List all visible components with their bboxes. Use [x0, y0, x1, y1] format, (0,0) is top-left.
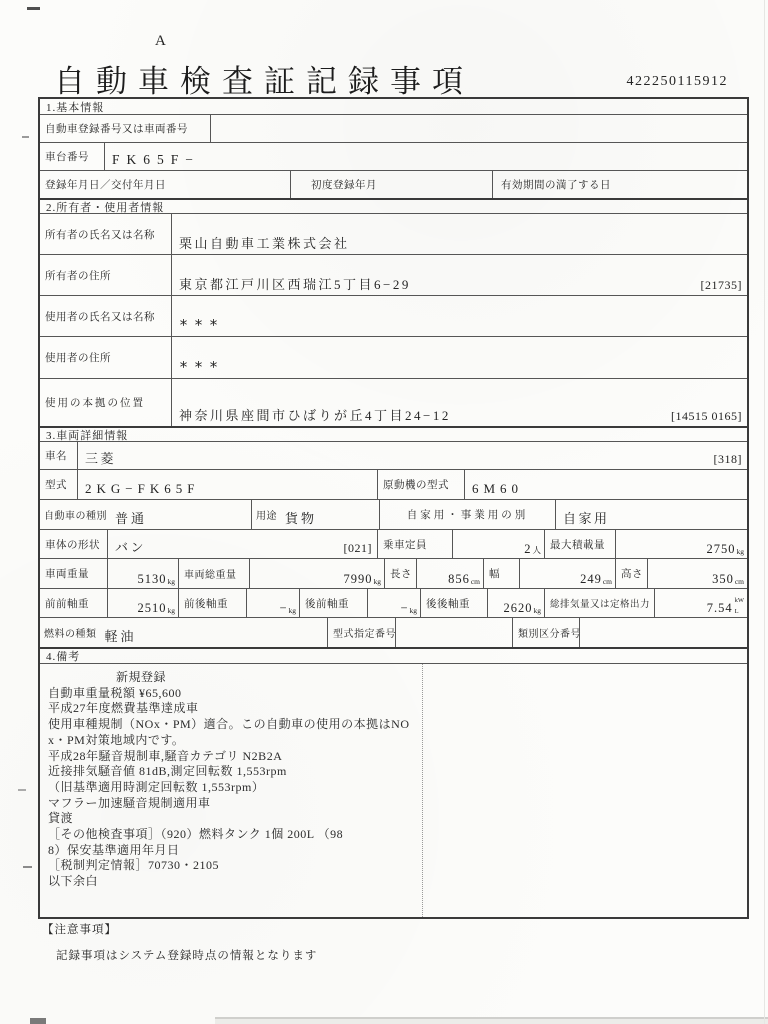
- owner-address-value: 東京都江戸川区西瑞江5丁目6−29 [21735]: [171, 255, 747, 295]
- body-shape-label: 車体の形状: [45, 539, 100, 551]
- scan-artifact-dash: [27, 7, 40, 10]
- width-label: 幅: [483, 559, 519, 588]
- vehicle-kind-label: 自動車の種別: [44, 511, 107, 522]
- row-registration-dates: [40, 170, 747, 198]
- axle-fr-label: 前後軸重: [178, 589, 246, 617]
- section-1-header: [40, 99, 747, 114]
- user-name-label: 使用者の氏名又は名称: [45, 311, 155, 323]
- section-4-title: 4.備考: [46, 651, 81, 663]
- height-value: 350 cm: [647, 559, 747, 588]
- caution-body: 記録事項はシステム登録時点の情報となります: [56, 950, 318, 962]
- width-value: 249 cm: [519, 559, 615, 588]
- use-cell: [251, 500, 379, 529]
- row-base-location: [40, 378, 747, 426]
- height-label: 高さ: [615, 559, 647, 588]
- axle-ff-value: 2510 kg: [107, 589, 178, 617]
- max-load-value: 2750 kg: [615, 530, 747, 558]
- type-approval-label: 型式指定番号: [327, 618, 395, 647]
- displacement-value: 7.54 kW L: [654, 589, 747, 617]
- length-value: 856 cm: [416, 559, 483, 588]
- caution-heading: 【注意事項】: [42, 924, 117, 936]
- displacement-units: kW L: [734, 597, 744, 615]
- row-owner-address: [40, 254, 747, 295]
- axle-rr-label: 後後軸重: [420, 589, 487, 617]
- fuel-cell: [40, 618, 327, 647]
- car-name-label: 車名: [45, 451, 67, 462]
- section-2-title: 2.所有者・使用者情報: [46, 201, 165, 214]
- scan-artifact-dash: [23, 866, 32, 868]
- section-2-header: [40, 198, 747, 213]
- axle-rf-label: 後前軸重: [299, 589, 367, 617]
- row-weights-dimensions: [40, 558, 747, 588]
- row-kind-use: [40, 499, 747, 529]
- gross-weight-value: 7990 kg: [249, 559, 384, 588]
- axle-rf-value: − kg: [367, 589, 420, 617]
- owner-address-label: 所有者の住所: [45, 270, 111, 282]
- model-value: 2KG−FK65F: [77, 470, 377, 499]
- scan-artifact-edge-line: [764, 0, 765, 1024]
- remark-line: 貸渡: [48, 811, 74, 826]
- remark-line: マフラー加速騒音規制適用車: [48, 795, 211, 810]
- owner-name-value: 栗山自動車工業株式会社: [171, 214, 747, 254]
- remark-line: 平成28年騒音規制車,騒音カテゴリ N2B2A: [48, 748, 283, 763]
- row-fuel: [40, 617, 747, 647]
- length-label: 長さ: [384, 559, 416, 588]
- weight-value: 5130 kg: [107, 559, 178, 588]
- first-registration-cell: [290, 171, 492, 198]
- user-address-label: 使用者の住所: [45, 353, 111, 364]
- type-approval-value: [395, 618, 512, 647]
- axle-ff-label: 前前軸重: [45, 598, 89, 610]
- vehicle-kind-cell: [40, 500, 251, 529]
- scan-artifact-mark: [30, 1018, 46, 1024]
- remark-line: 平成27年度燃費基準達成車: [48, 701, 199, 716]
- model-label: 型式: [45, 480, 67, 491]
- remarks-box: [40, 663, 747, 917]
- row-owner-name: [40, 213, 747, 254]
- use-value: 貨物: [285, 511, 318, 526]
- car-name-code: [318]: [713, 452, 742, 466]
- remark-line: 新規登録: [116, 670, 167, 684]
- corner-mark: A: [155, 33, 167, 49]
- row-registration-number: [40, 114, 747, 142]
- section-3-title: 3.車両詳細情報: [46, 429, 129, 442]
- chassis-number-value: FK65F−: [104, 143, 747, 170]
- base-location-code: [14515 0165]: [671, 409, 742, 423]
- body-shape-value: バン [021]: [107, 530, 377, 558]
- owner-name-label: 所有者の氏名又は名称: [45, 229, 155, 241]
- registration-number-value: [210, 115, 747, 142]
- axle-fr-value: − kg: [246, 589, 299, 617]
- max-load-label: 最大積載量: [544, 530, 615, 558]
- registration-number-label: 自動車登録番号又は車両番号: [45, 124, 188, 135]
- remark-line: ［その他検査事項］（920）燃料タンク 1個 200L （98: [48, 827, 344, 842]
- remark-line: 近接排気騒音値 81dB,測定回転数 1,553rpm: [48, 764, 287, 779]
- chassis-number-label: 車台番号: [45, 152, 89, 163]
- row-user-address: [40, 336, 747, 378]
- expiry-date-cell: [492, 171, 747, 198]
- gross-weight-label: 車両総重量: [178, 559, 249, 588]
- category-number-label: 類別区分番号: [512, 618, 579, 647]
- engine-model-value: 6M60: [464, 470, 747, 499]
- weight-label: 車両重量: [45, 569, 89, 580]
- expiry-date-label: 有効期間の満了する日: [501, 180, 611, 191]
- registration-date-label: 登録年月日／交付年月日: [45, 180, 166, 191]
- section-4-header: [40, 647, 747, 663]
- scan-artifact-bottom-strip: [215, 1017, 768, 1024]
- capacity-label: 乗車定員: [377, 530, 452, 558]
- capacity-value: 2 人: [452, 530, 544, 558]
- registration-date-cell: [40, 171, 290, 198]
- owner-address-code: [21735]: [700, 278, 742, 292]
- remark-line: x・PM対策地域内です。: [48, 732, 185, 747]
- remark-line: 8）保安基準適用年月日: [48, 842, 180, 857]
- fuel-value: 軽油: [104, 629, 137, 644]
- row-car-name: [40, 441, 747, 469]
- user-address-value: ***: [171, 337, 747, 378]
- category-number-value: [579, 618, 747, 647]
- record-table: [38, 97, 749, 919]
- section-3-header: [40, 426, 747, 441]
- remark-line: （旧基準適用時測定回転数 1,553rpm）: [48, 779, 265, 794]
- engine-model-label: 原動機の型式: [377, 470, 464, 499]
- scan-artifact-dash: [22, 136, 29, 138]
- user-name-value: ***: [171, 296, 747, 336]
- axle-rr-value: 2620 kg: [487, 589, 544, 617]
- remark-line: ［税制判定情報］70730・2105: [48, 858, 220, 873]
- base-location-label: 使用の本拠の位置: [45, 398, 145, 409]
- remark-line: 自動車重量税額 ¥65,600: [48, 685, 182, 700]
- use-label: 用途: [256, 511, 277, 522]
- vehicle-kind-value: 普通: [115, 511, 148, 526]
- row-chassis-number: [40, 142, 747, 170]
- displacement-label: 総排気量又は定格出力: [544, 589, 654, 617]
- row-body-shape: [40, 529, 747, 558]
- scan-artifact-dash: [18, 789, 26, 791]
- row-model: [40, 469, 747, 499]
- base-location-value: 神奈川県座間市ひばりが丘4丁目24−12 [14515 0165]: [171, 379, 747, 426]
- row-axle-weights: [40, 588, 747, 617]
- document-number: 422250115912: [626, 74, 728, 89]
- first-registration-label: 初度登録年月: [311, 180, 377, 191]
- body-shape-code: [021]: [343, 541, 372, 555]
- private-business-value: 自家用: [555, 500, 747, 529]
- section-1-title: 1.基本情報: [46, 101, 105, 114]
- remark-line: 使用車種規制（NOx・PM）適合。この自動車の使用の本拠はNO: [48, 717, 410, 732]
- private-business-label: 自家用・事業用の別: [379, 500, 555, 529]
- car-name-value: 三菱 [318]: [77, 442, 747, 469]
- fuel-label: 燃料の種類: [44, 629, 97, 640]
- document-title: 自動車検査証記録事項: [54, 64, 474, 99]
- row-user-name: [40, 295, 747, 336]
- remark-line: 以下余白: [48, 874, 99, 889]
